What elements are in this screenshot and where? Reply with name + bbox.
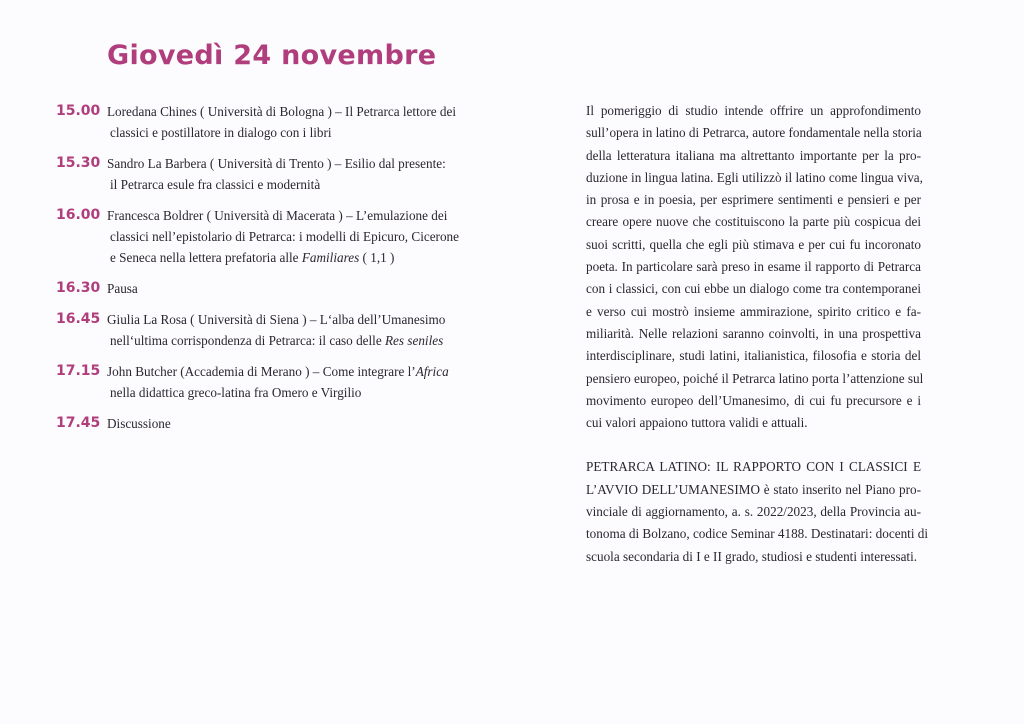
program-time: 16.00: [56, 207, 101, 223]
paragraph-line: L’AVVIO DELL’UMANESIMO è stato inserito nel Piano pro-: [586, 481, 921, 497]
text-segment: Francesca Boldrer ( Università di Macerata ) – L’emulazione dei: [107, 208, 448, 223]
paragraph-line: e verso cui mostrò insieme ammirazione, spirito critico e fa-: [586, 303, 921, 319]
text-segment: Pausa: [107, 281, 138, 296]
program-time: 15.00: [56, 103, 101, 119]
paragraph-spacer: [586, 434, 921, 456]
program-line: [107, 382, 476, 403]
program-line: [107, 413, 476, 434]
italic-title: Africa: [415, 364, 449, 379]
program-item: [56, 413, 476, 434]
program-description: [107, 153, 476, 195]
text-segment: Loredana Chines ( Università di Bologna ) – Il Petrarca lettore dei: [107, 104, 456, 119]
text-segment: ( 1,1 ): [359, 250, 395, 265]
program-time: 15.30: [56, 155, 101, 171]
program-item: [56, 101, 476, 143]
page-title: Giovedì 24 novembre: [107, 40, 437, 71]
text-segment: Sandro La Barbera ( Università di Trento ) – Esilio dal presente:: [107, 156, 446, 171]
program-description: [107, 278, 476, 299]
program-line: [107, 153, 476, 174]
italic-title: Res seniles: [385, 333, 444, 348]
paragraph-line: vinciale di aggiornamento, a. s. 2022/2023, della Provincia au-: [586, 504, 921, 520]
program-item: [56, 309, 476, 351]
program-line: [107, 247, 476, 268]
paragraph-line: duzione in lingua latina. Egli utilizzò il latino come lingua viva,: [586, 169, 923, 185]
program-description: [107, 205, 476, 268]
paragraph-line: suoi scritti, quella che egli più stimava e per cui fu incoronato: [586, 236, 921, 252]
program-item: [56, 278, 476, 299]
paragraph-line: con i classici, con cui ebbe un dialogo come tra contemporanei: [586, 281, 921, 297]
program-item: [56, 153, 476, 195]
italic-title: Familiares: [301, 250, 360, 265]
program-line: [107, 226, 476, 247]
paragraph-line: movimento europeo dell’Umanesimo, di cui fu precursore e i: [586, 392, 921, 408]
program-time: 16.30: [56, 280, 101, 296]
text-segment: Discussione: [107, 416, 171, 431]
program-line: [107, 101, 476, 122]
text-segment: classici e postillatore in dialogo con i libri: [110, 125, 332, 140]
program-line: [107, 205, 476, 226]
text-segment: nella didattica greco-latina fra Omero e Virgilio: [110, 385, 362, 400]
program-description: [107, 413, 476, 434]
description-column: [586, 100, 929, 568]
text-segment: classici nell’epistolario di Petrarca: i modelli di Epicuro, Cicerone: [110, 229, 459, 244]
program-line: [107, 174, 476, 195]
paragraph-line: cui valori appaiono tuttora validi e attuali.: [586, 415, 808, 431]
text-segment: nell‘ultima corrispondenza di Petrarca: il caso delle: [110, 333, 385, 348]
program-line: [107, 330, 476, 351]
program-line: [107, 309, 476, 330]
paragraph-line: miliarità. Nelle relazioni saranno coinvolti, in una prospettiva: [586, 325, 921, 341]
paragraph-line: scuola secondaria di I e II grado, studiosi e studenti interessati.: [586, 548, 918, 564]
text-segment: John Butcher (Accademia di Merano ) – Come integrare l’: [107, 364, 416, 379]
program-line: [107, 122, 476, 143]
program-time: 17.45: [56, 415, 101, 431]
program-description: [107, 101, 476, 143]
text-segment: il Petrarca esule fra classici e modernità: [110, 177, 321, 192]
paragraph-line: PETRARCA LATINO: IL RAPPORTO CON I CLASSICI E: [586, 459, 921, 475]
paragraph-line: in prosa e in poesia, per esprimere sentimenti e pensieri e per: [586, 192, 921, 208]
text-segment: e Seneca nella lettera prefatoria alle: [110, 250, 302, 265]
program-schedule: [56, 101, 476, 444]
paragraph-line: tonoma di Bolzano, codice Seminar 4188. Destinatari: docenti di: [586, 526, 929, 542]
program-description: [107, 361, 476, 403]
program-line: [107, 278, 476, 299]
paragraph-line: Il pomeriggio di studio intende offrire un approfondimento: [586, 103, 921, 118]
paragraph-line: della letteratura italiana ma altrettanto importante per la pro-: [586, 147, 921, 163]
paragraph-line: interdisciplinare, studi latini, italianistica, filosofia e storia del: [586, 348, 921, 364]
program-item: [56, 361, 476, 403]
paragraph-line: sull’opera in latino di Petrarca, autore fondamentale nella storia: [586, 125, 922, 141]
intro-paragraph: [586, 100, 924, 434]
paragraph-line: creare opere nuove che costituiscono la parte più cospicua dei: [586, 214, 921, 230]
paragraph-line: pensiero europeo, poiché il Petrarca latino porta l’attenzione sul: [586, 370, 924, 386]
program-time: 17.15: [56, 363, 101, 379]
program-description: [107, 309, 476, 351]
paragraph-line: poeta. In particolare sarà preso in esame il rapporto di Petrarca: [586, 259, 921, 275]
program-time: 16.45: [56, 311, 101, 327]
info-paragraph: [586, 456, 929, 567]
program-item: [56, 205, 476, 268]
text-segment: Giulia La Rosa ( Università di Siena ) – L‘alba dell’Umanesimo: [107, 312, 446, 327]
program-line: [107, 361, 476, 382]
